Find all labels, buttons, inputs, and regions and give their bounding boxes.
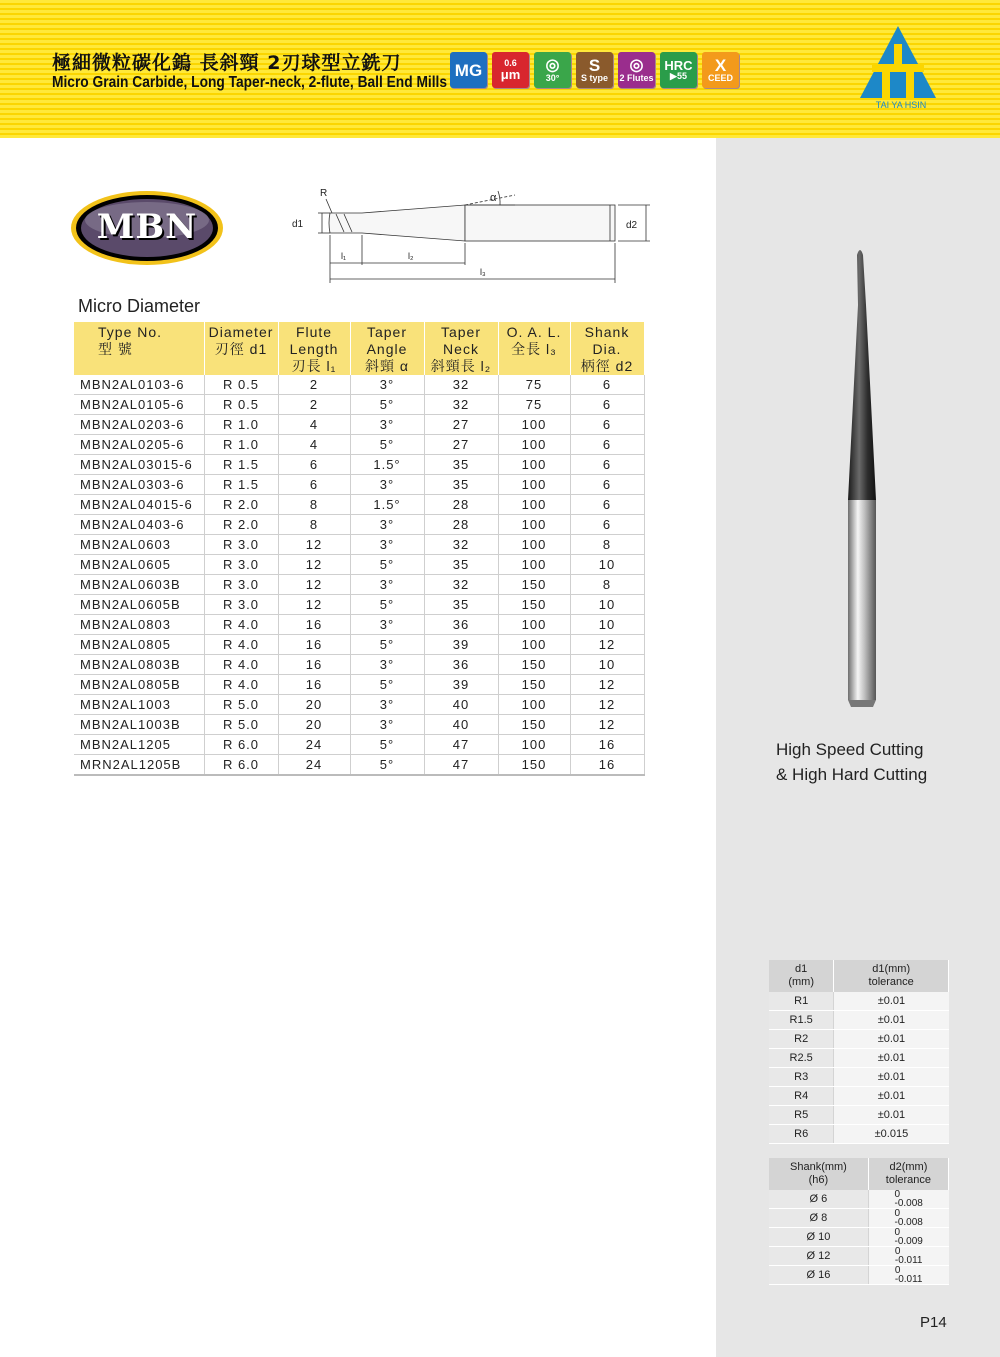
table-cell: R 0.5 <box>204 375 278 395</box>
table-cell: Ø 8 <box>769 1209 868 1228</box>
table-cell: 27 <box>424 415 498 435</box>
table-cell: 6 <box>570 515 644 535</box>
table-cell: 6 <box>570 455 644 475</box>
logo-text: TAI YA HSIN <box>875 100 927 110</box>
title-chinese: 極細微粒碳化鎢 長斜頸 2刃球型立銑刀 <box>52 52 402 74</box>
table-cell: R 1.0 <box>204 435 278 455</box>
table-row <box>74 475 644 495</box>
table-cell: 12 <box>278 535 350 555</box>
table-cell: 6 <box>278 475 350 495</box>
table-row <box>769 1190 949 1209</box>
table-cell: R 1.5 <box>204 455 278 475</box>
table-cell: 100 <box>498 475 570 495</box>
table-row <box>74 755 644 776</box>
table-cell: 39 <box>424 675 498 695</box>
table-cell: 5° <box>350 395 424 415</box>
table-row <box>74 655 644 675</box>
table-cell: MBN2AL1003 <box>74 695 204 715</box>
page-number: P14 <box>920 1314 947 1331</box>
table-cell: 40 <box>424 695 498 715</box>
table-cell: 3° <box>350 715 424 735</box>
table-cell: R 4.0 <box>204 615 278 635</box>
feature-badge: X CEED <box>702 52 739 88</box>
table-cell: 1.5° <box>350 495 424 515</box>
d2-tolerance-table <box>769 1158 949 1285</box>
table-row <box>74 395 644 415</box>
table-cell: 6 <box>570 375 644 395</box>
diagram-label-d2: d2 <box>626 220 638 231</box>
feature-badge: HRC ▶55 <box>660 52 697 88</box>
table-cell: 35 <box>424 475 498 495</box>
table-cell: 150 <box>498 755 570 776</box>
side-caption-line1: High Speed Cutting <box>776 740 924 759</box>
table-cell: 20 <box>278 715 350 735</box>
table-cell: MBN2AL0303-6 <box>74 475 204 495</box>
table-cell: 6 <box>570 415 644 435</box>
end-mill-dimension-diagram <box>290 183 660 288</box>
table-cell: 4 <box>278 435 350 455</box>
table-cell: R 3.0 <box>204 555 278 575</box>
table-cell: Ø 10 <box>769 1228 868 1247</box>
column-header: Flute Length 刃長 l₁ <box>278 322 350 375</box>
table-cell: ±0.01 <box>834 1011 949 1030</box>
table-cell: ±0.015 <box>834 1125 949 1144</box>
table-cell: 5° <box>350 635 424 655</box>
table-cell: MBN2AL0805 <box>74 635 204 655</box>
table-cell: 100 <box>498 695 570 715</box>
table-cell: 0 -0.009 <box>868 1228 948 1247</box>
table-cell: 12 <box>278 555 350 575</box>
table-cell: 100 <box>498 635 570 655</box>
table-cell: 5° <box>350 735 424 755</box>
table-cell: R 4.0 <box>204 655 278 675</box>
table-cell: 12 <box>570 695 644 715</box>
table-cell: MBN2AL0605B <box>74 595 204 615</box>
table-row <box>769 1049 949 1068</box>
table-cell: MBN2AL0103-6 <box>74 375 204 395</box>
table-cell: 5° <box>350 435 424 455</box>
table-cell: 0 -0.011 <box>868 1247 948 1266</box>
table-cell: 6 <box>570 435 644 455</box>
d1-tolerance-table <box>769 960 949 1144</box>
table-cell: R 3.0 <box>204 535 278 555</box>
table-cell: 39 <box>424 635 498 655</box>
table-cell: 75 <box>498 395 570 415</box>
table-cell: 8 <box>278 495 350 515</box>
table-row <box>74 535 644 555</box>
table-row <box>769 1068 949 1087</box>
table-cell: 6 <box>570 475 644 495</box>
tol2-header-2: d2(mm) tolerance <box>868 1158 948 1190</box>
emblem-text: MBN <box>96 207 198 247</box>
table-row <box>74 695 644 715</box>
table-row <box>74 735 644 755</box>
diagram-label-alpha: α <box>490 192 497 204</box>
table-cell: 150 <box>498 675 570 695</box>
table-cell: 32 <box>424 375 498 395</box>
table-cell: 12 <box>570 715 644 735</box>
table-cell: R 3.0 <box>204 575 278 595</box>
table-cell: R3 <box>769 1068 834 1087</box>
table-cell: 3° <box>350 575 424 595</box>
table-cell: 16 <box>278 675 350 695</box>
table-cell: MRN2AL1205B <box>74 755 204 776</box>
table-cell: 3° <box>350 415 424 435</box>
table-cell: 16 <box>570 755 644 776</box>
table-row <box>74 575 644 595</box>
table-row <box>74 715 644 735</box>
table-cell: 10 <box>570 655 644 675</box>
diagram-label-l3: l₃ <box>480 267 486 277</box>
table-cell: ±0.01 <box>834 1030 949 1049</box>
table-cell: 8 <box>570 575 644 595</box>
diagram-label-d1: d1 <box>292 219 304 230</box>
table-cell: 8 <box>278 515 350 535</box>
table-cell: 3° <box>350 695 424 715</box>
table-cell: 6 <box>278 455 350 475</box>
column-header: Taper Neck 斜頸長 l₂ <box>424 322 498 375</box>
table-cell: R4 <box>769 1087 834 1106</box>
table-cell: 2 <box>278 395 350 415</box>
table-cell: 28 <box>424 515 498 535</box>
table-cell: ±0.01 <box>834 1106 949 1125</box>
table-cell: 0 -0.008 <box>868 1190 948 1209</box>
spec-table-body <box>74 375 644 775</box>
table-cell: MBN2AL0803B <box>74 655 204 675</box>
table-cell: 75 <box>498 375 570 395</box>
table-cell: 100 <box>498 515 570 535</box>
table-cell: 150 <box>498 715 570 735</box>
spec-table <box>74 322 645 776</box>
feature-badge: S S type <box>576 52 613 88</box>
table-row <box>74 555 644 575</box>
table-cell: R5 <box>769 1106 834 1125</box>
table-cell: 6 <box>570 395 644 415</box>
table-cell: 100 <box>498 735 570 755</box>
table-cell: R 1.0 <box>204 415 278 435</box>
table-cell: 3° <box>350 375 424 395</box>
table-cell: 10 <box>570 595 644 615</box>
table-row <box>769 1247 949 1266</box>
table-cell: 32 <box>424 535 498 555</box>
table-cell: R 4.0 <box>204 675 278 695</box>
table-cell: 12 <box>278 595 350 615</box>
table-cell: 3° <box>350 655 424 675</box>
tol1-header-2: d1(mm) tolerance <box>834 960 949 992</box>
column-header: Type No. 型 號 <box>74 322 204 375</box>
table-cell: MBN2AL03015-6 <box>74 455 204 475</box>
table-cell: 40 <box>424 715 498 735</box>
table-cell: 24 <box>278 755 350 776</box>
table-cell: 12 <box>278 575 350 595</box>
table-cell: 100 <box>498 495 570 515</box>
table-cell: R1.5 <box>769 1011 834 1030</box>
table-cell: R 6.0 <box>204 755 278 776</box>
table-cell: 3° <box>350 615 424 635</box>
table-cell: R2.5 <box>769 1049 834 1068</box>
table-cell: 5° <box>350 555 424 575</box>
table-cell: Ø 6 <box>769 1190 868 1209</box>
table-cell: 24 <box>278 735 350 755</box>
table-cell: 0 -0.008 <box>868 1209 948 1228</box>
table-cell: R 2.0 <box>204 515 278 535</box>
table-cell: 36 <box>424 615 498 635</box>
table-row <box>769 1011 949 1030</box>
diagram-label-l1: l₁ <box>341 251 347 261</box>
table-cell: R 2.0 <box>204 495 278 515</box>
header-banner <box>0 0 1000 138</box>
column-header: Shank Dia. 柄徑 d2 <box>570 322 644 375</box>
table-cell: Ø 12 <box>769 1247 868 1266</box>
table-cell: R 6.0 <box>204 735 278 755</box>
table-cell: 47 <box>424 735 498 755</box>
table-cell: 35 <box>424 455 498 475</box>
table-row <box>769 1030 949 1049</box>
table-cell: 16 <box>570 735 644 755</box>
table-row <box>74 435 644 455</box>
table-cell: R 4.0 <box>204 635 278 655</box>
table-cell: ±0.01 <box>834 992 949 1011</box>
table-row <box>769 1209 949 1228</box>
table-row <box>769 1125 949 1144</box>
table-row <box>74 675 644 695</box>
table-cell: 2 <box>278 375 350 395</box>
table-row <box>769 1228 949 1247</box>
table-cell: R6 <box>769 1125 834 1144</box>
table-cell: 12 <box>570 675 644 695</box>
table-cell: 8 <box>570 535 644 555</box>
diagram-label-r: R <box>320 188 328 199</box>
tol1-header-1: d1 (mm) <box>769 960 834 992</box>
table-row <box>74 635 644 655</box>
table-cell: 150 <box>498 655 570 675</box>
spec-table-header <box>74 322 644 375</box>
feature-badge: ◎ 30° <box>534 52 571 88</box>
table-row <box>74 455 644 475</box>
section-title: Micro Diameter <box>78 296 201 316</box>
feature-badge: 0.6 μm <box>492 52 529 88</box>
column-header: Taper Angle 斜頸 α <box>350 322 424 375</box>
table-cell: MBN2AL04015-6 <box>74 495 204 515</box>
diagram-label-l2: l₂ <box>408 251 414 261</box>
table-cell: ±0.01 <box>834 1049 949 1068</box>
table-cell: 4 <box>278 415 350 435</box>
table-cell: ±0.01 <box>834 1087 949 1106</box>
table-cell: 47 <box>424 755 498 776</box>
table-cell: 36 <box>424 655 498 675</box>
side-caption-line2: & High Hard Cutting <box>776 765 928 784</box>
table-cell: 10 <box>570 555 644 575</box>
table-cell: 16 <box>278 615 350 635</box>
column-header: Diameter 刃徑 d1 <box>204 322 278 375</box>
table-cell: 150 <box>498 595 570 615</box>
table-cell: 0 -0.011 <box>868 1266 948 1285</box>
table-row <box>769 1106 949 1125</box>
table-cell: MBN2AL0805B <box>74 675 204 695</box>
table-cell: MBN2AL0603 <box>74 535 204 555</box>
feature-badge: ◎ 2 Flutes <box>618 52 655 88</box>
table-cell: R 3.0 <box>204 595 278 615</box>
side-caption <box>776 737 927 787</box>
table-cell: 100 <box>498 555 570 575</box>
table-cell: 5° <box>350 595 424 615</box>
table-row <box>769 1266 949 1285</box>
table-cell: 3° <box>350 535 424 555</box>
table-cell: 100 <box>498 535 570 555</box>
table-cell: MBN2AL0203-6 <box>74 415 204 435</box>
table-row <box>74 615 644 635</box>
feature-badge: MG <box>450 52 487 88</box>
table-row <box>74 595 644 615</box>
table-cell: 27 <box>424 435 498 455</box>
table-row <box>769 992 949 1011</box>
table-cell: R 5.0 <box>204 695 278 715</box>
table-cell: 1.5° <box>350 455 424 475</box>
table-cell: 6 <box>570 495 644 515</box>
table-cell: 10 <box>570 615 644 635</box>
table-cell: R 1.5 <box>204 475 278 495</box>
table-cell: 32 <box>424 575 498 595</box>
table-cell: R1 <box>769 992 834 1011</box>
feature-badges <box>450 52 739 88</box>
table-row <box>74 415 644 435</box>
table-row <box>74 515 644 535</box>
table-cell: 16 <box>278 635 350 655</box>
table-cell: MBN2AL0603B <box>74 575 204 595</box>
table-row <box>74 495 644 515</box>
table-cell: MBN2AL0803 <box>74 615 204 635</box>
table-cell: 5° <box>350 675 424 695</box>
table-cell: MBN2AL1205 <box>74 735 204 755</box>
table-cell: MBN2AL1003B <box>74 715 204 735</box>
table-cell: MBN2AL0605 <box>74 555 204 575</box>
end-mill-tool-image <box>832 245 892 710</box>
table-cell: R2 <box>769 1030 834 1049</box>
table-cell: MBN2AL0403-6 <box>74 515 204 535</box>
table-cell: 5° <box>350 755 424 776</box>
table-cell: 100 <box>498 415 570 435</box>
table-cell: ±0.01 <box>834 1068 949 1087</box>
table-cell: 100 <box>498 615 570 635</box>
table-cell: 28 <box>424 495 498 515</box>
title-english: Micro Grain Carbide, Long Taper-neck, 2-flute, Ball End Mills <box>52 74 448 91</box>
tol2-header-1: Shank(mm) (h6) <box>769 1158 868 1190</box>
table-cell: R 0.5 <box>204 395 278 415</box>
table-cell: MBN2AL0205-6 <box>74 435 204 455</box>
table-cell: MBN2AL0105-6 <box>74 395 204 415</box>
table-cell: 20 <box>278 695 350 715</box>
table-cell: 32 <box>424 395 498 415</box>
table-cell: 16 <box>278 655 350 675</box>
column-header: O. A. L. 全長 l₃ <box>498 322 570 375</box>
table-cell: 100 <box>498 435 570 455</box>
table-cell: 150 <box>498 575 570 595</box>
table-cell: 35 <box>424 555 498 575</box>
table-cell: R 5.0 <box>204 715 278 735</box>
table-cell: 35 <box>424 595 498 615</box>
table-cell: 12 <box>570 635 644 655</box>
table-cell: 100 <box>498 455 570 475</box>
table-row <box>769 1087 949 1106</box>
table-row <box>74 375 644 395</box>
table-cell: 3° <box>350 515 424 535</box>
table-cell: 3° <box>350 475 424 495</box>
table-cell: Ø 16 <box>769 1266 868 1285</box>
